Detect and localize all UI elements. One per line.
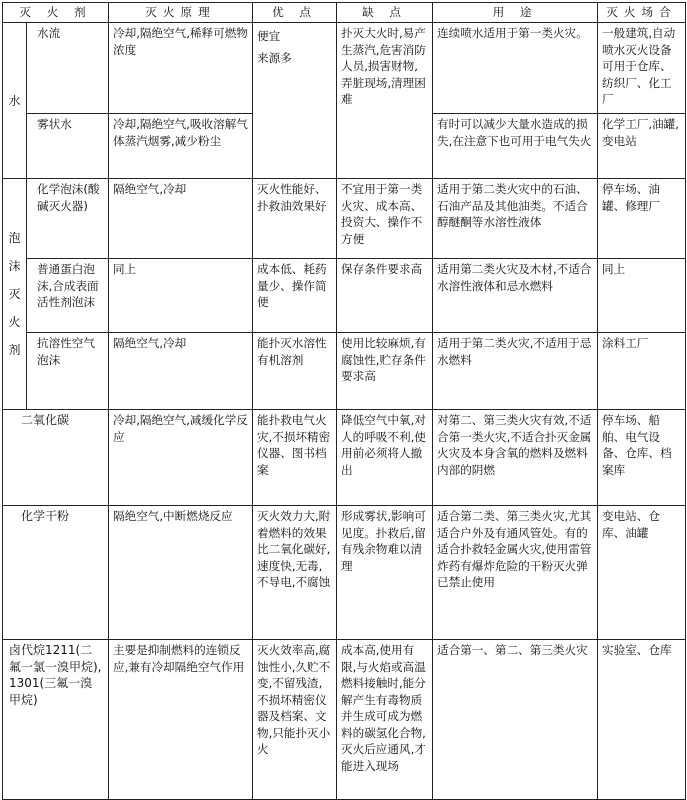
table-row-co2 <box>3 410 686 506</box>
table-row-dry-powder <box>3 506 686 640</box>
header-uses: 用 途 <box>433 3 598 23</box>
agent-name: 水流 <box>27 23 109 114</box>
disadvantages-cell: 不宜用于第一类火灾、成本高、投资大、操作不方便 <box>337 179 433 259</box>
advantages-cell: 成本低、耗药量少、操作简便 <box>253 259 337 333</box>
places-cell: 涂料工厂 <box>598 333 686 410</box>
table-row-protein-foam <box>3 259 686 333</box>
places-cell: 停车场、油罐、修理厂 <box>598 179 686 259</box>
advantages-cell: 灭火性能好、扑救油效果好 <box>253 179 337 259</box>
uses-cell: 有时可以减少大量水造成的损失,在注意下也可用于电气失火 <box>433 114 598 179</box>
principle-cell: 隔绝空气,冷却 <box>109 333 253 410</box>
principle-cell: 冷却,隔绝空气,稀释可燃物浓度 <box>109 23 253 114</box>
uses-cell: 对第二、第三类火灾有效,不适合第一类火灾,不适合扑灭金属火灾及本身含氧的燃料及燃料内部的阴燃 <box>433 410 598 506</box>
disadvantages-cell: 扑灭大火时,易产生蒸汽,危害消防人员,损害财物,弄脏现场,清理困难 <box>337 23 433 179</box>
header-principle: 灭火原理 <box>109 3 253 23</box>
agent-name: 卤代烷1211(二氟一氯一溴甲烷),1301(三氟一溴甲烷) <box>3 640 109 800</box>
category-water: 水 <box>3 23 27 179</box>
disadvantages-cell: 降低空气中氧,对人的呼吸不利,使用前必须将人撤出 <box>337 410 433 506</box>
table-row-alcohol-resistant-foam <box>3 333 686 410</box>
advantages-cell: 便宜 来源多 <box>253 23 337 179</box>
uses-cell: 适用于第二类火灾中的石油、石油产品及其他油类。不适合醇醚酮等水溶性液体 <box>433 179 598 259</box>
table-row-chemical-foam <box>3 179 686 259</box>
header-disadvantages: 缺 点 <box>337 3 433 23</box>
principle-cell: 冷却,隔绝空气,吸收溶解气体蒸汽烟雾,减少粉尘 <box>109 114 253 179</box>
places-cell: 一般建筑,自动喷水灭火设备可用于仓库、纺织厂、化工厂 <box>598 23 686 114</box>
agent-name: 抗溶性空气泡沫 <box>27 333 109 410</box>
uses-cell: 适用第二类火灾及木材,不适合水溶性液体和忌水燃料 <box>433 259 598 333</box>
header-row <box>3 3 686 23</box>
principle-cell: 冷却,隔绝空气,减缓化学反应 <box>109 410 253 506</box>
uses-cell: 适用于第二类火灾,不适用于忌水燃料 <box>433 333 598 410</box>
uses-cell: 适合第一、第二、第三类火灾 <box>433 640 598 800</box>
table-row-water-flow <box>3 23 686 114</box>
header-advantages: 优 点 <box>253 3 337 23</box>
principle-cell: 隔绝空气,冷却 <box>109 179 253 259</box>
principle-cell: 同上 <box>109 259 253 333</box>
agent-name: 普通蛋白泡沫,合成表面活性剂泡沫 <box>27 259 109 333</box>
fire-extinguishing-agents-table <box>2 2 686 800</box>
disadvantages-cell: 使用比较麻烦,有腐蚀性,贮存条件要求高 <box>337 333 433 410</box>
agent-name: 化学干粉 <box>3 506 109 640</box>
places-cell: 停车场、船舶、电气设备、仓库、档案库 <box>598 410 686 506</box>
agent-name: 雾状水 <box>27 114 109 179</box>
agent-name: 二氧化碳 <box>3 410 109 506</box>
table-row-halon <box>3 640 686 800</box>
disadvantages-cell: 成本高,使用有限,与火焰或高温燃料接触时,能分解产生有毒物质并生成可成为燃料的碳氢化合物,灭火后应通风,才能进入现场 <box>337 640 433 800</box>
header-places: 灭火场合 <box>598 3 686 23</box>
advantages-cell: 灭火效率高,腐蚀性小,久贮不变,不留残渣,不损坏精密仪器及档案、文物,只能扑灭小火 <box>253 640 337 800</box>
places-cell: 同上 <box>598 259 686 333</box>
disadvantages-cell: 形成雾状,影响可见度。扑救后,留有残余物难以清理 <box>337 506 433 640</box>
agent-name: 化学泡沫(酸碱灭火器) <box>27 179 109 259</box>
advantages-cell: 能扑救电气火灾,不损坏精密仪器、图书档案 <box>253 410 337 506</box>
places-cell: 化学工厂,油罐,变电站 <box>598 114 686 179</box>
principle-cell: 主要是抑制燃料的连锁反应,兼有冷却隔绝空气作用 <box>109 640 253 800</box>
advantages-cell: 能扑灭水溶性有机溶剂 <box>253 333 337 410</box>
advantages-cell: 灭火效力大,附着燃料的效果比二氧化碳好,速度快,无毒,不导电,不腐蚀 <box>253 506 337 640</box>
principle-cell: 隔绝空气,中断燃烧反应 <box>109 506 253 640</box>
uses-cell: 适合第二类、第三类火灾,尤其适合户外及有通风管处。有的适合扑救轻金属火灾,使用雷管炸药有爆炸危险的干粉灭火弹已禁止使用 <box>433 506 598 640</box>
disadvantages-cell: 保存条件要求高 <box>337 259 433 333</box>
places-cell: 实验室、仓库 <box>598 640 686 800</box>
header-agent: 灭 火 剂 <box>3 3 109 23</box>
uses-cell: 连续喷水适用于第一类火灾。 <box>433 23 598 114</box>
places-cell: 变电站、仓库、油罐 <box>598 506 686 640</box>
category-foam: 泡沫灭火剂 <box>3 179 27 410</box>
